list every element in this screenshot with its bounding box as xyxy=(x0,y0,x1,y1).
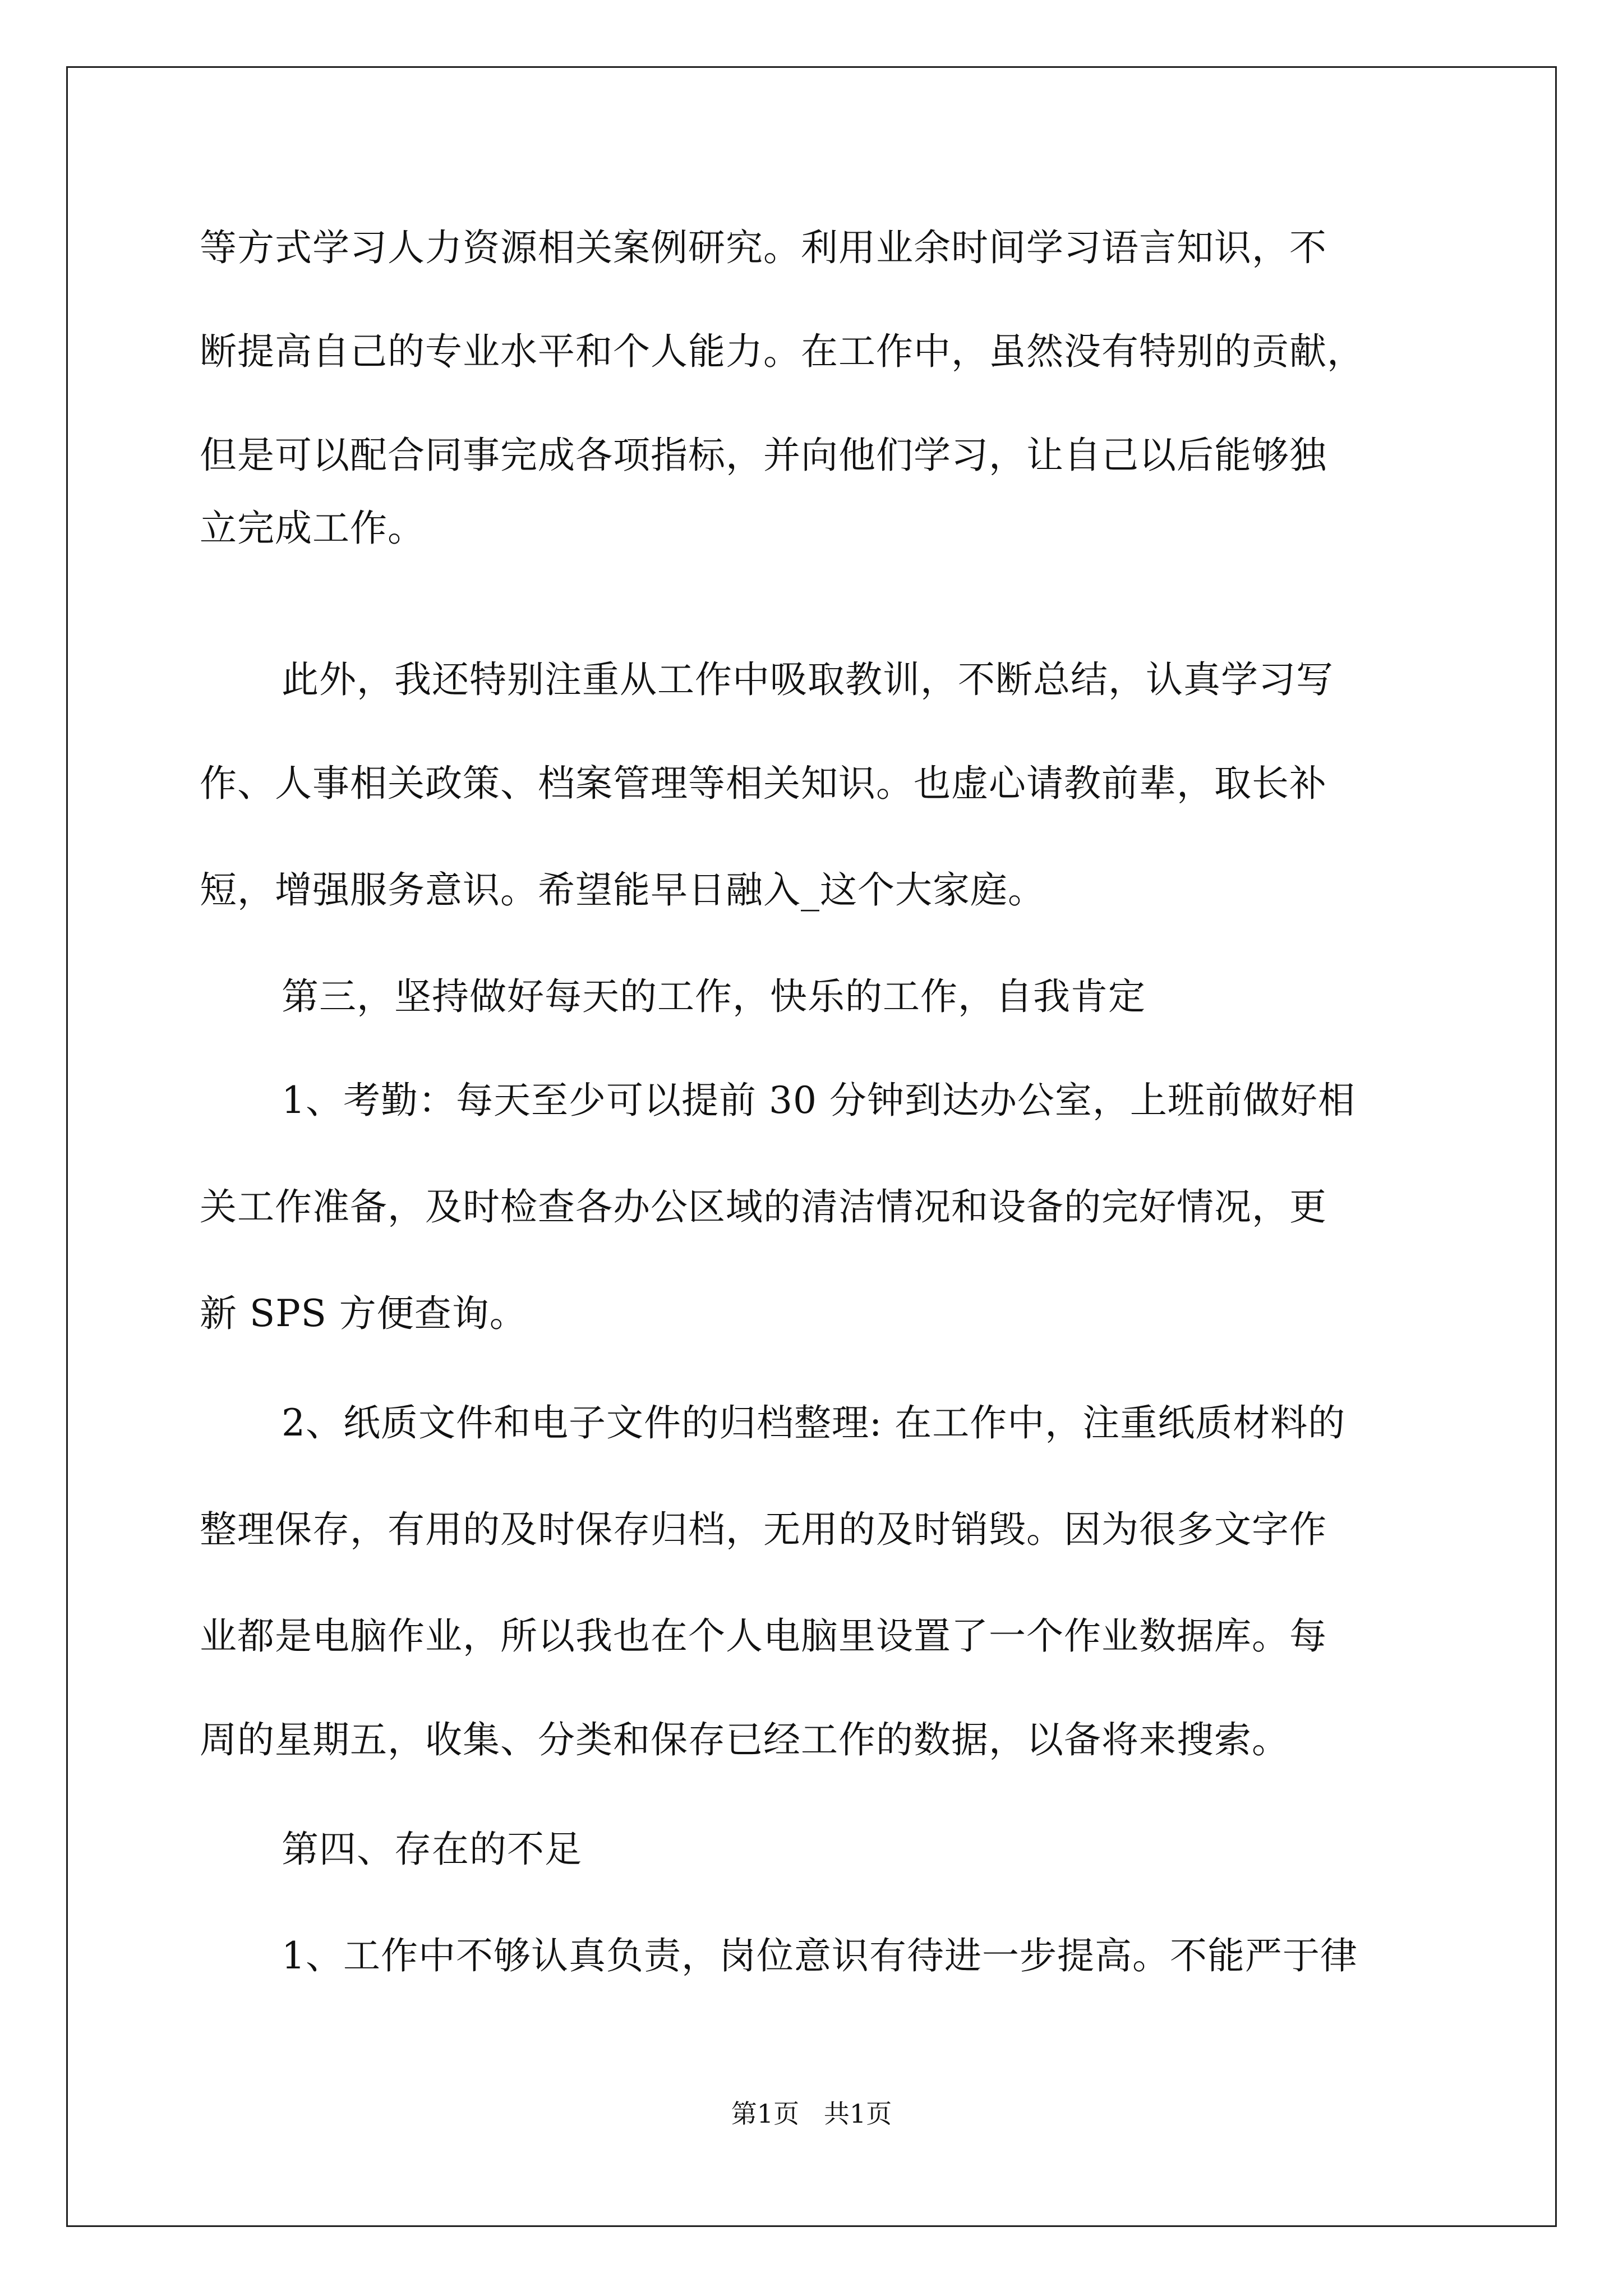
text-line: 但是可以配合同事完成各项指标，并向他们学习，让自己以后能够独 xyxy=(200,434,1327,477)
paragraph-first-line: 2、纸质文件和电子文件的归档整理: 在工作中，注重纸质材料的 xyxy=(282,1401,1346,1444)
paragraph-first-line: 1、工作中不够认真负责，岗位意识有待进一步提高。不能严于律 xyxy=(282,1934,1358,1977)
text-line: 关工作准备，及时检查各办公区域的清洁情况和设备的完好情况，更 xyxy=(200,1185,1327,1228)
text-line: 作、人事相关政策、档案管理等相关知识。也虚心请教前辈，取长补 xyxy=(200,762,1327,805)
text-line: 断提高自己的专业水平和个人能力。在工作中，虽然没有特别的贡献， xyxy=(200,330,1364,373)
text-line: 业都是电脑作业，所以我也在个人电脑里设置了一个作业数据库。每 xyxy=(200,1614,1327,1658)
text-line: 等方式学习人力资源相关案例研究。利用业余时间学习语言知识，不 xyxy=(200,226,1327,269)
paragraph-first-line: 1、考勤：每天至少可以提前 30 分钟到达办公室，上班前做好相 xyxy=(282,1079,1355,1122)
text-line: 短，增强服务意识。希望能早日融入_这个大家庭。 xyxy=(200,868,1045,912)
text-line: 整理保存，有用的及时保存归档，无用的及时销毁。因为很多文字作 xyxy=(200,1508,1327,1551)
text-line: 周的星期五，收集、分类和保存已经工作的数据，以备将来搜索。 xyxy=(200,1718,1289,1761)
page-border xyxy=(66,66,1557,2227)
section-heading: 第四、存在的不足 xyxy=(282,1828,582,1871)
text-line: 新 SPS 方便查询。 xyxy=(200,1292,527,1335)
text-line: 立完成工作。 xyxy=(200,507,425,550)
paragraph-first-line: 此外，我还特别注重从工作中吸取教训，不断总结，认真学习写 xyxy=(282,658,1334,701)
page-footer: 第1页 共1页 xyxy=(731,2099,892,2129)
section-heading: 第三，坚持做好每天的工作，快乐的工作，自我肯定 xyxy=(282,975,1146,1018)
